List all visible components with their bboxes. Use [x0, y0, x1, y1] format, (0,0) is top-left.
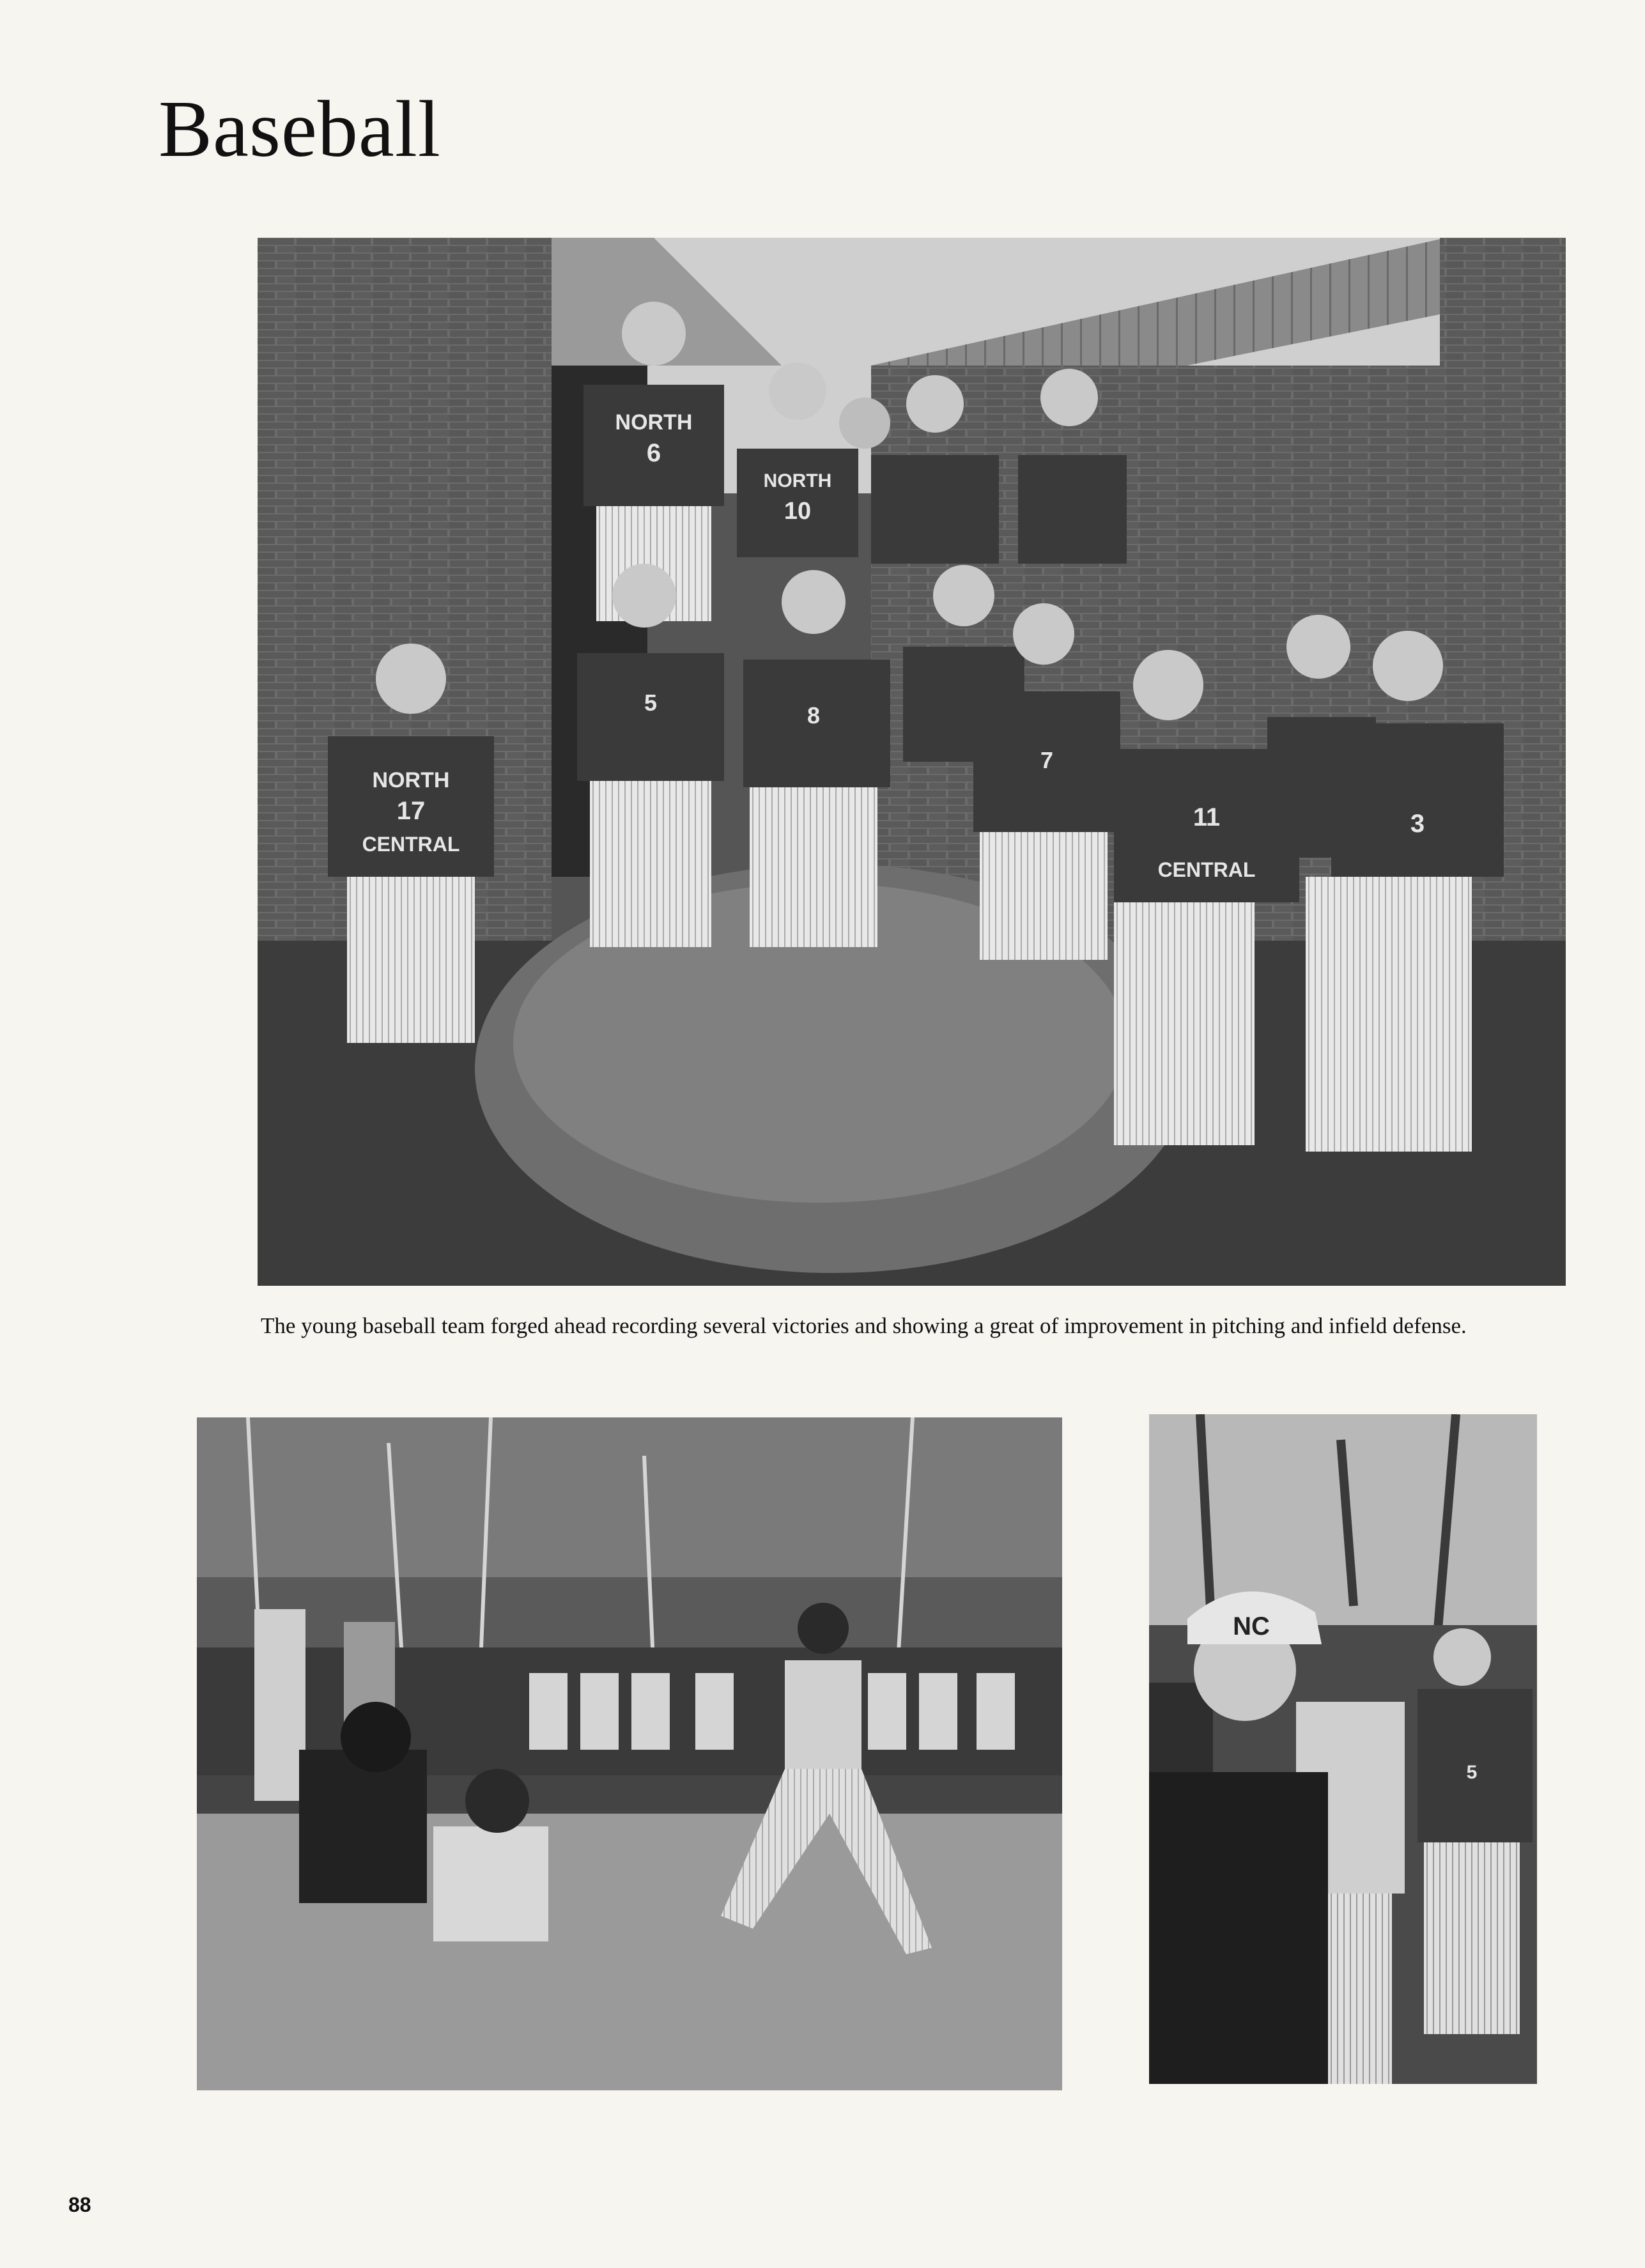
jersey-number: 5	[1466, 1762, 1478, 1783]
jersey-number: 8	[807, 702, 821, 729]
jersey-number: 10	[784, 498, 812, 525]
jersey-text: NORTH	[372, 768, 450, 792]
jersey-number: 6	[646, 439, 661, 467]
jersey-number: 5	[644, 690, 658, 716]
batter-photo-image	[197, 1417, 1062, 2090]
jersey-text: NORTH	[615, 410, 693, 435]
dugout-photo	[1149, 1414, 1537, 2084]
dugout-photo-image	[1149, 1414, 1537, 2084]
photo-caption: The young baseball team forged ahead recording several victories and showing a great of improvement in pitching and infield defense.	[261, 1313, 1467, 1338]
batter-photo	[197, 1417, 1062, 2090]
page-title: Baseball	[158, 85, 441, 174]
jersey-text: CENTRAL	[362, 833, 460, 856]
jersey-text: NORTH	[763, 470, 832, 491]
page-number: 88	[68, 2193, 91, 2216]
jersey-text: CENTRAL	[1157, 858, 1256, 881]
jersey-number: 3	[1410, 810, 1425, 838]
team-photo	[258, 238, 1566, 1286]
team-photo-image	[258, 238, 1566, 1286]
jersey-number: 11	[1193, 803, 1221, 831]
cap-text: NC	[1233, 1612, 1270, 1640]
jersey-number: 17	[396, 797, 426, 825]
jersey-number: 7	[1040, 747, 1054, 773]
